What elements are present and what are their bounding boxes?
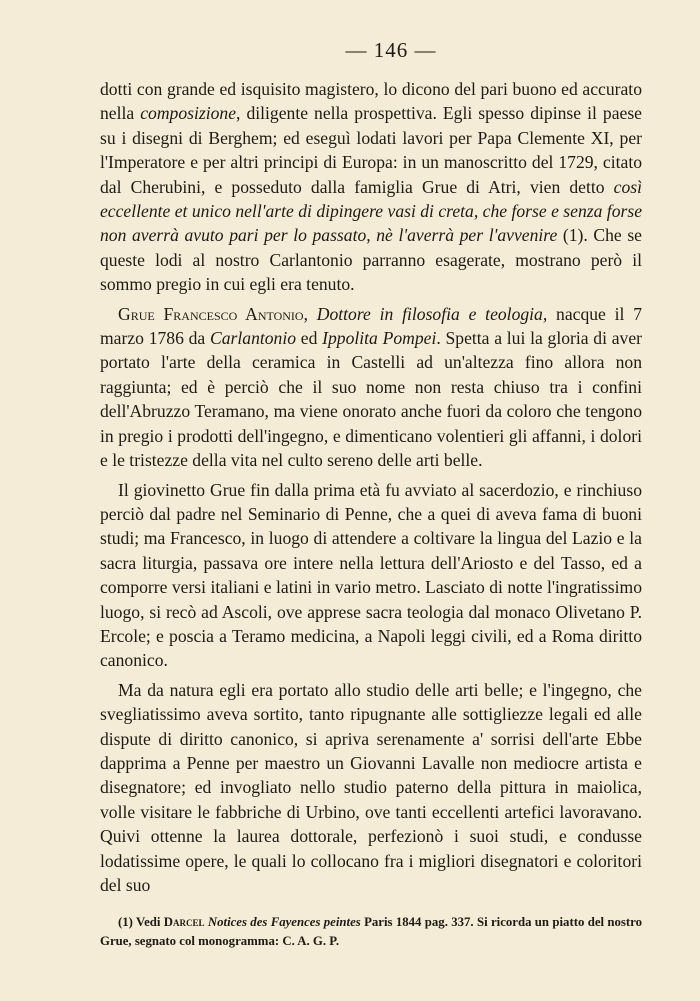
paragraph-youth-studies: [100, 478, 642, 673]
italic-text: così eccellente et unico nell'arte di dipingere vasi di creta, che forse e senza forse non averrà avuto pari per lo passato, nè l'averrà per l'avvenire: [100, 176, 642, 246]
text-run: ,: [303, 303, 317, 324]
text-run: , diligente nella prospettiva. Egli spesso dipinse il paese su i disegni di Berghem; ed eseguì lodati lavori per Papa Clemente XI, per l'Imperatore e per altri principi di Europa: in un manoscritto del 1729, citato dal Cherubini, e posseduto dalla famiglia Grue di Atri, vien detto: [100, 103, 642, 197]
text-run: (1). Che se queste lodi al nostro Carlantonio parranno esagerate, mostrano però il sommo pregio in cui egli era tenuto.: [100, 225, 642, 295]
italic-text: composizione: [140, 103, 237, 124]
small-caps-text: Grue Francesco Antonio: [118, 303, 304, 324]
text-run: Il giovinetto Grue fin dalla prima età fu avviato al sacerdozio, e rinchiuso perciò dal padre nel Seminario di Penne, che a quei di aveva fama di buoni studi; ma Francesco, in luogo di attendere a coltivare la lingua del Lazio e la sacra liturgia, passava ore intere nella lettura dell'Ariosto e del Tasso, ed a comporre versi italiani e latini in vario metro. Lasciato di notte l'ingratissimo luogo, si recò ad Ascoli, ove apprese sacra teologia dal monaco Olivetano P. Ercole; e poscia a Teramo medicina, a Napoli leggi civili, ed a Roma diritto canonico.: [100, 479, 642, 671]
paragraph-carlantonio-praise: [100, 77, 642, 297]
italic-text: Dottore in filosofia e teologia: [316, 303, 543, 324]
italic-text: Ippolita Pompei: [322, 328, 437, 349]
text-run: dotti con grande ed isquisito magistero, lo dicono del pari buono ed accurato nella: [100, 79, 642, 124]
italic-text: Carlantonio: [210, 328, 297, 349]
body-text: [100, 77, 642, 897]
text-run: Paris 1844 pag. 337. Si ricorda un piatto del nostro Grue, segnato col monogramma: C. A. G. P.: [100, 915, 642, 949]
text-run: (1) Vedi: [118, 915, 164, 930]
footnote-1: [100, 913, 642, 951]
text-run: . Spetta a lui la gloria di aver portato l'arte della ceramica in Castelli ad un'altezza fino allora non raggiunta; ed è perciò che il suo nome non resta chiuso tra i confini dell'Abruzzo Teramano, ma viene onorato anche fuori da coloro che tengono in pregio i prodotti dell'ingegno, e dimenticano volentieri gli affanni, i dolori e le tristezze della vita nel culto sereno delle arti belle.: [100, 328, 643, 471]
paragraph-artistic-career: [100, 678, 642, 898]
italic-text: Notices des Fayences peintes: [207, 915, 361, 930]
text-run: ed: [296, 328, 323, 349]
text-run: , nacque il 7 marzo 1786 da: [100, 303, 642, 349]
page-number: — 146 —: [345, 38, 437, 62]
small-caps-text: Darcel: [163, 915, 205, 930]
text-run: Ma da natura egli era portato allo studio delle arti belle; e l'ingegno, che svegliatissimo aveva sortito, tanto ripugnante alle sottigliezze legali ed alle dispute di diritto canonico, si apriva serenamente a' sorrisi dell'arte Ebbe dapprima a Penne per maestro un Giovanni Lavalle non mediocre artista e disegnatore; ed invogliato nello studio paterno della pittura in maiolica, volle visitare le fabbriche di Urbino, ove tanti eccellenti artefici lavoravano. Quivi ottenne la laurea dottorale, perfezionò i suoi studi, e condusse lodatissime opere, le quali lo collocano fra i migliori disegnatori e coloritori del suo: [100, 679, 642, 895]
footnotes: [100, 913, 642, 951]
paragraph-francesco-antonio-intro: [100, 302, 642, 473]
